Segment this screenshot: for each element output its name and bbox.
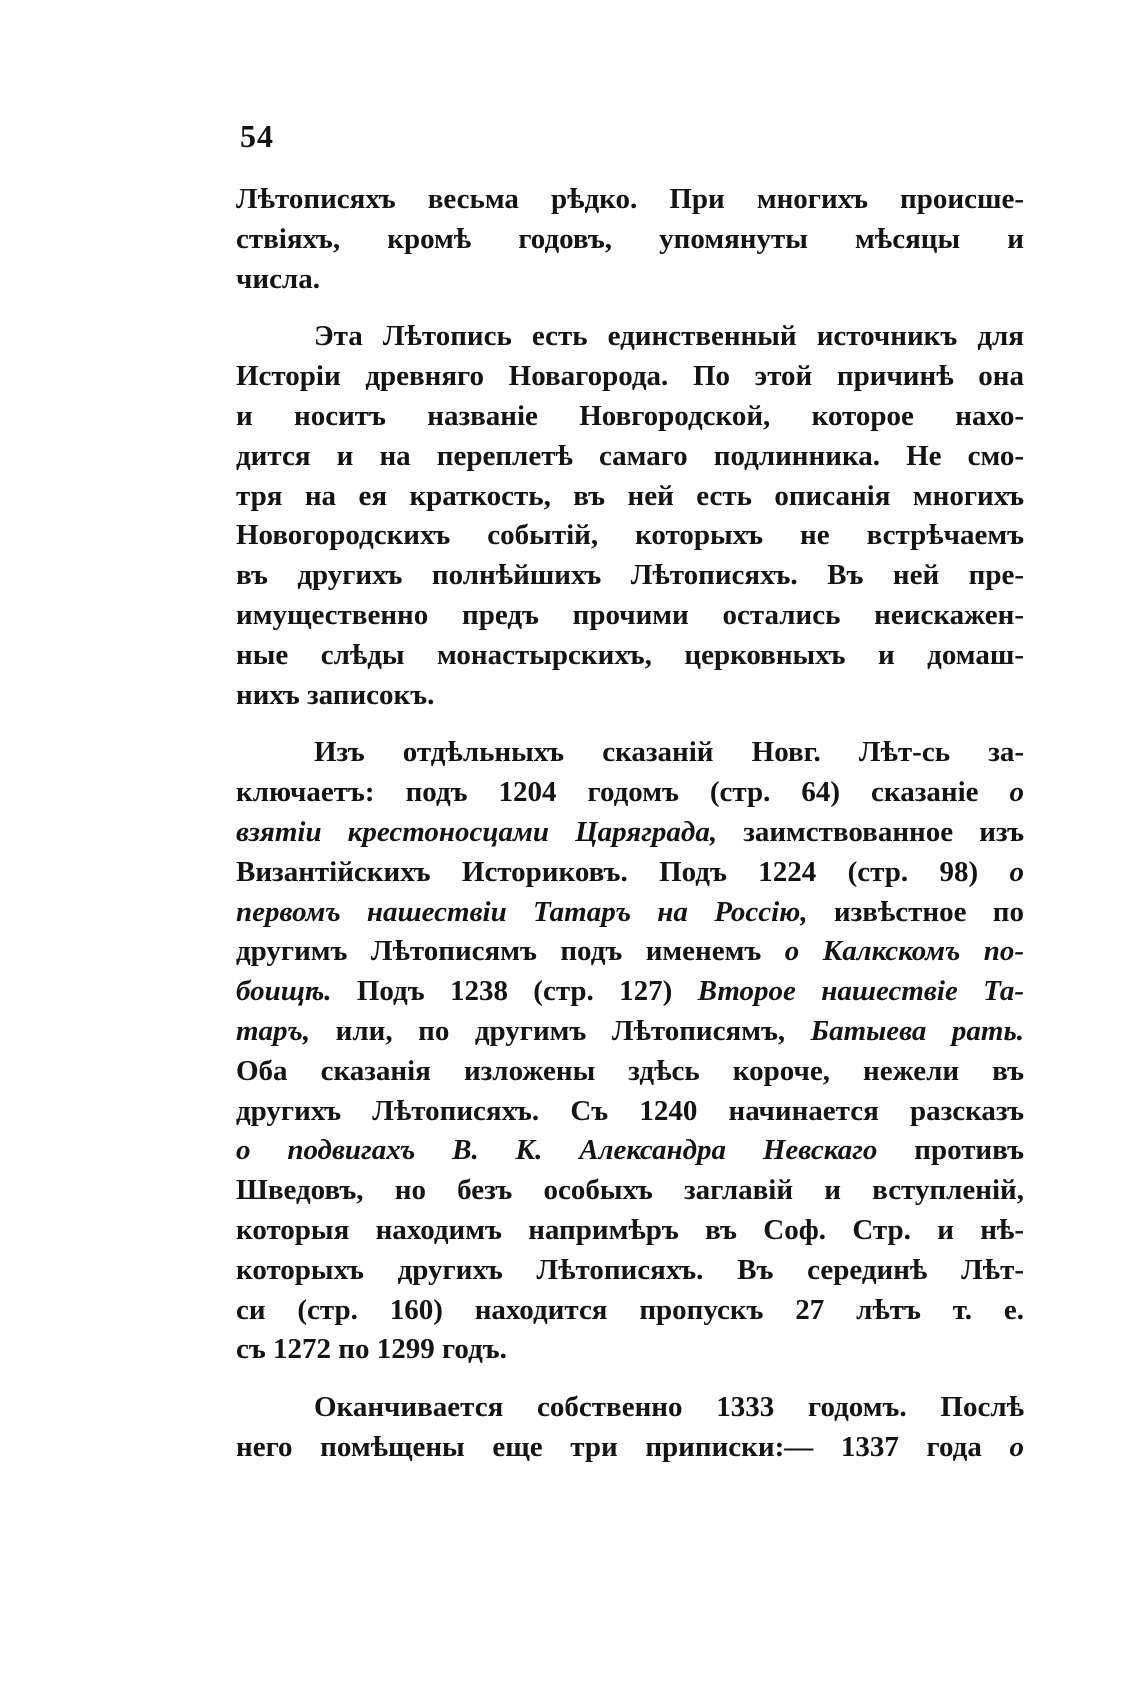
text-run: Шведовъ, но безъ особыхъ заглавій и вступленій, (236, 1174, 1024, 1207)
italic-text-run: о (1009, 1430, 1024, 1463)
italic-text-run: боищѣ. (236, 975, 332, 1008)
text-line (236, 773, 1024, 813)
text-line: Лѣтописяхъ весьма рѣдко. При многихъ происше- (236, 183, 1024, 215)
text-line: въ другихъ полнѣйшихъ Лѣтописяхъ. Въ ней пре- (236, 559, 1024, 592)
text-line: Новогородскихъ событій, которыхъ не встрѣчаемъ (236, 519, 1024, 552)
text-line (236, 1171, 1024, 1211)
text-line: тря на ея краткость, въ ней есть описанія многихъ (236, 479, 1024, 512)
text-line (236, 1388, 1024, 1428)
text-line: ствіяхъ, кромѣ годовъ, упомянуты мѣсяцы и (236, 222, 1024, 255)
text-line: Исторіи древняго Новагорода. По этой причинѣ она (236, 360, 1024, 393)
italic-text-run: о (1009, 855, 1024, 888)
text-run: другихъ Лѣтописяхъ. Съ 1240 начинается разсказъ (236, 1094, 1024, 1127)
text-line (236, 1092, 1024, 1132)
text-line: дится и на переплетѣ самаго подлинника. Не смо- (236, 439, 1024, 472)
text-run: съ 1272 по 1299 годъ. (236, 1333, 507, 1366)
italic-text-run: Батыева рать. (810, 1014, 1024, 1047)
text-line (236, 1330, 1024, 1370)
text-run: Подъ 1238 (стр. 127) (331, 975, 698, 1008)
text-run: него помѣщены еще три приписки:— 1337 года (236, 1430, 1010, 1463)
text-line: имущественно предъ прочими остались неискажен- (236, 598, 1024, 631)
text-line (236, 1251, 1024, 1291)
text-line (236, 853, 1024, 893)
italic-text-run: о (1009, 776, 1024, 809)
text-run: Оканчивается собственно 1333 годомъ. Послѣ (314, 1391, 1024, 1424)
text-line (236, 972, 1024, 1012)
italic-text-run: таръ, (236, 1014, 311, 1047)
italic-text-run: о подвигахъ В. К. Александра Невскаго (236, 1134, 878, 1167)
italic-text-run: о Калкскомъ по- (784, 935, 1024, 968)
italic-text-run: Второе нашествіе Та- (697, 975, 1024, 1008)
text-run: которыхъ другихъ Лѣтописяхъ. Въ серединѣ Лѣт- (236, 1253, 1024, 1286)
text-line (236, 1428, 1024, 1468)
paragraph-3 (236, 733, 1024, 1370)
text-line (236, 1211, 1024, 1251)
text-line (236, 733, 1024, 773)
page-number: 54 (240, 118, 274, 154)
paragraph-2 (236, 317, 1024, 715)
text-line (236, 1012, 1024, 1052)
text-run: заимствованное изъ (717, 815, 1024, 848)
text-run: которыя находимъ напримѣръ въ Соф. Стр. и нѣ- (236, 1213, 1024, 1246)
text-run: си (стр. 160) находится пропускъ 27 лѣтъ т. е. (236, 1293, 1024, 1326)
text-line (236, 1131, 1024, 1171)
italic-text-run: первомъ нашествіи Татаръ на Россію, (236, 895, 808, 928)
text-run: противъ (877, 1134, 1024, 1167)
text-line (236, 932, 1024, 972)
text-line: Эта Лѣтопись есть единственный источникъ для (314, 320, 1024, 353)
italic-text-run: взятіи крестоносцами Царяграда, (236, 815, 718, 848)
body-text (236, 180, 1024, 1468)
text-run: другимъ Лѣтописямъ подъ именемъ (236, 935, 785, 968)
text-line (236, 1291, 1024, 1331)
paragraph-4 (236, 1388, 1024, 1468)
text-line: нихъ записокъ. (236, 678, 435, 711)
text-run: или, по другимъ Лѣтописямъ, (310, 1014, 811, 1047)
text-line: и носитъ названіе Новгородской, которое нахо- (236, 399, 1024, 432)
paragraph-1 (236, 180, 1024, 299)
text-run: Изъ отдѣльныхъ сказаній Новг. Лѣт-сь за- (314, 736, 1024, 769)
text-run: извѣстное по (807, 895, 1024, 928)
text-run: ключаетъ: подъ 1204 годомъ (стр. 64) сказаніе (236, 776, 1010, 809)
text-line (236, 893, 1024, 933)
text-line (236, 813, 1024, 853)
text-line (236, 1052, 1024, 1092)
text-run: Византійскихъ Историковъ. Подъ 1224 (стр. 98) (236, 855, 1010, 888)
text-line: ные слѣды монастырскихъ, церковныхъ и домаш- (236, 638, 1024, 671)
text-run: Оба сказанія изложены здѣсь короче, нежели въ (236, 1054, 1024, 1087)
text-line: числа. (236, 262, 320, 295)
